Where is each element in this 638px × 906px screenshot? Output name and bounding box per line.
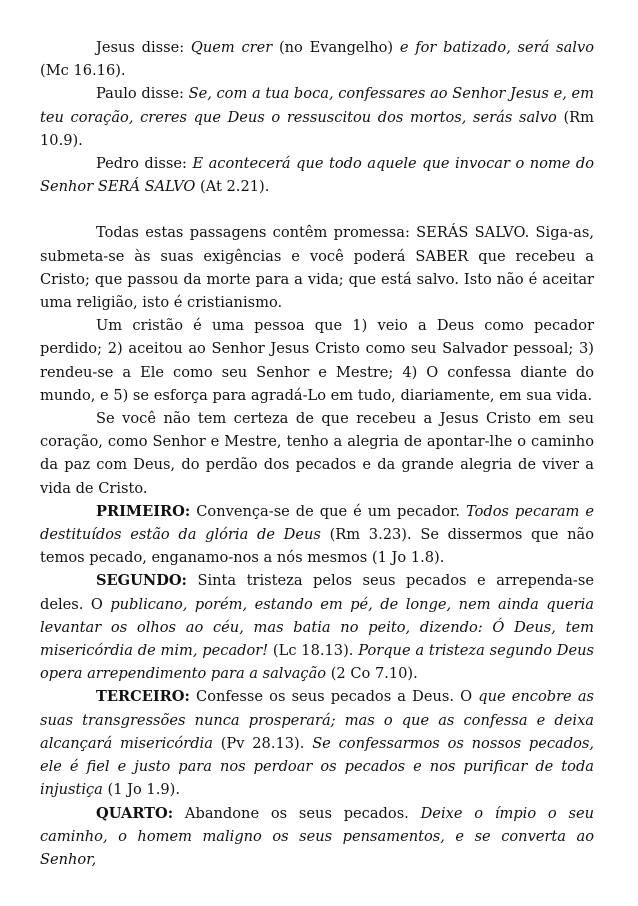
text-run: Se você não tem certeza de que recebeu a Jesus Cristo em seu coração, como Senhor e Mestre, tenho a alegria de apontar-lhe o caminho da paz com Deus, do perdão dos pecados e da grande alegria de viver a vida de Cristo. xyxy=(40,410,594,497)
paragraph-paulo-quote xyxy=(40,82,594,152)
paragraph-step-fourth xyxy=(40,802,594,872)
text-run: Um cristão é uma pessoa que 1) veio a Deus como pecador perdido; 2) aceitou ao Senhor Jesus Cristo como seu Salvador pessoal; 3) rendeu-se a Ele como seu Senhor e Mestre; 4) O confessa diante do mundo, e 5) se esforça para agradá-Lo em tudo, diariamente, em sua vida. xyxy=(40,317,594,404)
paragraph-christian-definition xyxy=(40,314,594,407)
text-run: (1 Jo 1.9). xyxy=(102,781,180,799)
step-heading: QUARTO: xyxy=(96,804,174,822)
italic-run: e for batizado, será salvo xyxy=(399,39,594,56)
text-run: Convença-se de que é um pecador. xyxy=(190,502,466,520)
text-run: (At 2.21). xyxy=(195,178,270,196)
text-run: (no Evangelho) xyxy=(272,39,400,56)
italic-run: Todos pecaram e destituídos estão da glória de Deus xyxy=(40,502,594,544)
italic-run: Porque a tristeza segundo Deus opera arrependimento para a salvação xyxy=(40,642,595,683)
text-run: (Rm 10.9). xyxy=(40,108,594,149)
text-run: (Lc 18.13). xyxy=(268,642,359,660)
italic-run: E acontecerá que todo aquele que invocar o nome do Senhor SERÁ SALVO xyxy=(40,155,594,196)
text-run: Pedro disse: xyxy=(96,155,193,173)
text-run: Confesse os seus pecados a Deus. O xyxy=(189,688,479,706)
step-heading: SEGUNDO: xyxy=(96,572,187,590)
step-heading: TERCEIRO: xyxy=(96,688,190,706)
text-run: Todas estas passagens contêm promessa: SERÁS SALVO. Siga-as, submeta-se às suas exigências e você poderá SABER que recebeu a Cristo; que passou da morte para a vida; que está salvo. Isto não é aceitar uma religião, isto é cristianismo. xyxy=(40,224,594,312)
paragraph-promise xyxy=(40,221,594,314)
text-run: (Rm 3.23). Se dissermos que não temos pecado, enganamo-nos a nós mesmos (1 Jo 1.8). xyxy=(40,526,595,567)
paragraph-pedro-quote xyxy=(40,152,594,198)
paragraph-step-second xyxy=(40,569,594,685)
paragraph-jesus-quote xyxy=(40,36,594,82)
text-run: (2 Co 7.10). xyxy=(326,665,418,683)
italic-run: publicano, porém, estando em pé, de longe, nem ainda queria levantar os olhos ao céu, mas batia no peito, dizendo: Ó Deus, tem misericórdia de mim, pecador! xyxy=(40,595,595,660)
italic-run: Quem crer xyxy=(190,39,273,56)
paragraph-step-third xyxy=(40,685,594,801)
italic-run: Se, com a tua boca, confessares ao Senhor Jesus e, em teu coração, creres que Deus o ressuscitou dos mortos, serás salvo xyxy=(40,85,594,126)
italic-run: que encobre as suas transgressões nunca prosperará; mas o que as confessa e deixa alcançará misericórdia xyxy=(40,688,595,752)
step-heading: PRIMEIRO: xyxy=(96,502,191,520)
italic-run: Deixe o ímpio o seu caminho, o homem maligno os seus pensamentos, e se converta ao Senhor, xyxy=(40,804,594,868)
text-run: Abandone os seus pecados. xyxy=(173,804,421,822)
text-run: Jesus disse: xyxy=(96,39,191,56)
text-run: (Mc 16.16). xyxy=(40,62,126,80)
paragraph-step-first xyxy=(40,500,594,570)
text-run: (Pv 28.13). xyxy=(212,734,313,752)
paragraph-invitation xyxy=(40,407,594,500)
text-run: Paulo disse: xyxy=(96,85,189,103)
italic-run: Se confessarmos os nossos pecados, ele é fiel e justo para nos perdoar os pecados e nos purificar de toda injustiça xyxy=(40,734,594,799)
text-run: Sinta tristeza pelos seus pecados e arrependa-se deles. O xyxy=(40,572,594,613)
